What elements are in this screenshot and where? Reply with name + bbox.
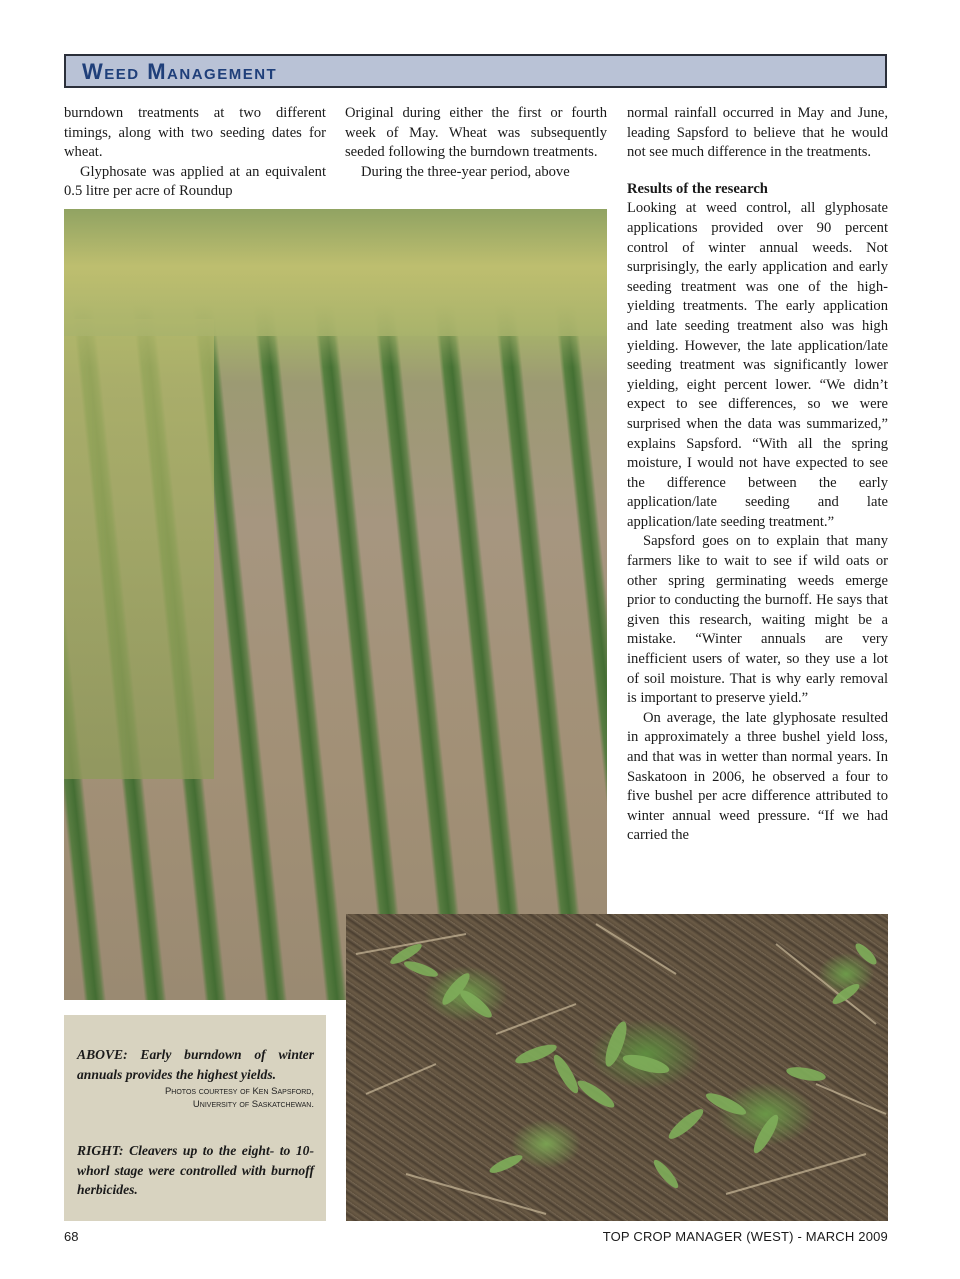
paragraph: Original during either the first or fourth week of May. Wheat was subsequently seeded following the burndown treatments.: [345, 105, 607, 161]
text-column-1: [64, 104, 326, 202]
wheat-field-photo: [64, 209, 607, 1000]
cleavers-photo: [346, 914, 888, 1221]
photo-credit: [77, 1085, 314, 1111]
cleavers-plants-illustration: [346, 914, 888, 1221]
section-header-bar: [64, 54, 887, 88]
paragraph: Glyphosate was applied at an equivalent 0.5 litre per acre of Roundup: [64, 163, 326, 200]
subheading: Results of the research: [627, 180, 768, 197]
photo-credit-line2: University of Saskatchewan.: [192, 1099, 314, 1110]
photo-caption-box: [64, 1015, 326, 1221]
page-number: 68: [64, 1229, 79, 1244]
paragraph: On average, the late glyphosate resulted in approximately a three bushel yield loss, and that was in wetter than normal years. In Saskatoon in 2006, he observed a four to five bushel per acre difference attributed to winter annual weed pressure. “If we had carried the: [627, 709, 888, 844]
paragraph: During the three-year period, above: [361, 163, 570, 180]
text-column-3: [627, 104, 888, 846]
paragraph: normal rainfall occurred in May and June, leading Sapsford to believe that he would not see much difference in the treatments.: [627, 105, 888, 161]
section-title: Weed Management: [82, 59, 278, 84]
text-column-2: [345, 104, 607, 182]
paragraph: burndown treatments at two different timings, along with two seeding dates for wheat.: [64, 105, 326, 161]
caption-above: ABOVE: Early burndown of winter annuals provides the highest yields.: [77, 1047, 314, 1082]
publication-footer: TOP CROP MANAGER (WEST) - MARCH 2009: [602, 1229, 888, 1244]
paragraph: Sapsford goes on to explain that many farmers like to wait to see if wild oats or other spring germinating weeds emerge prior to conducting the burnoff. He says that given this research, waiting might be a mistake. “Winter annuals are very inefficient users of water, so they use a lot of soil moisture. That is why early removal is important to preserve yield.”: [627, 533, 888, 707]
caption-right: RIGHT: Cleavers up to the eight- to 10-whorl stage were controlled with burnoff herbicides.: [77, 1143, 314, 1197]
weed-strip: [64, 319, 214, 779]
paragraph: Looking at weed control, all glyphosate applications provided over 90 percent control of winter annual weeds. Not surprisingly, the early application and early seeding treatment was one of the high-yielding treatments. The early application and late seeding treatment also was high yielding. However, the late application/late seeding treatment was significantly lower yielding, eight percent lower. “We didn’t expect to see differences, so we were surprised when the data was summarized,” explains Sapsford. “With all the spring moisture, I would not have expected to see the difference between the early application/late seeding and late application/late seeding treatment.”: [627, 200, 888, 530]
photo-credit-line1: Photos courtesy of Ken Sapsford,: [164, 1086, 314, 1097]
